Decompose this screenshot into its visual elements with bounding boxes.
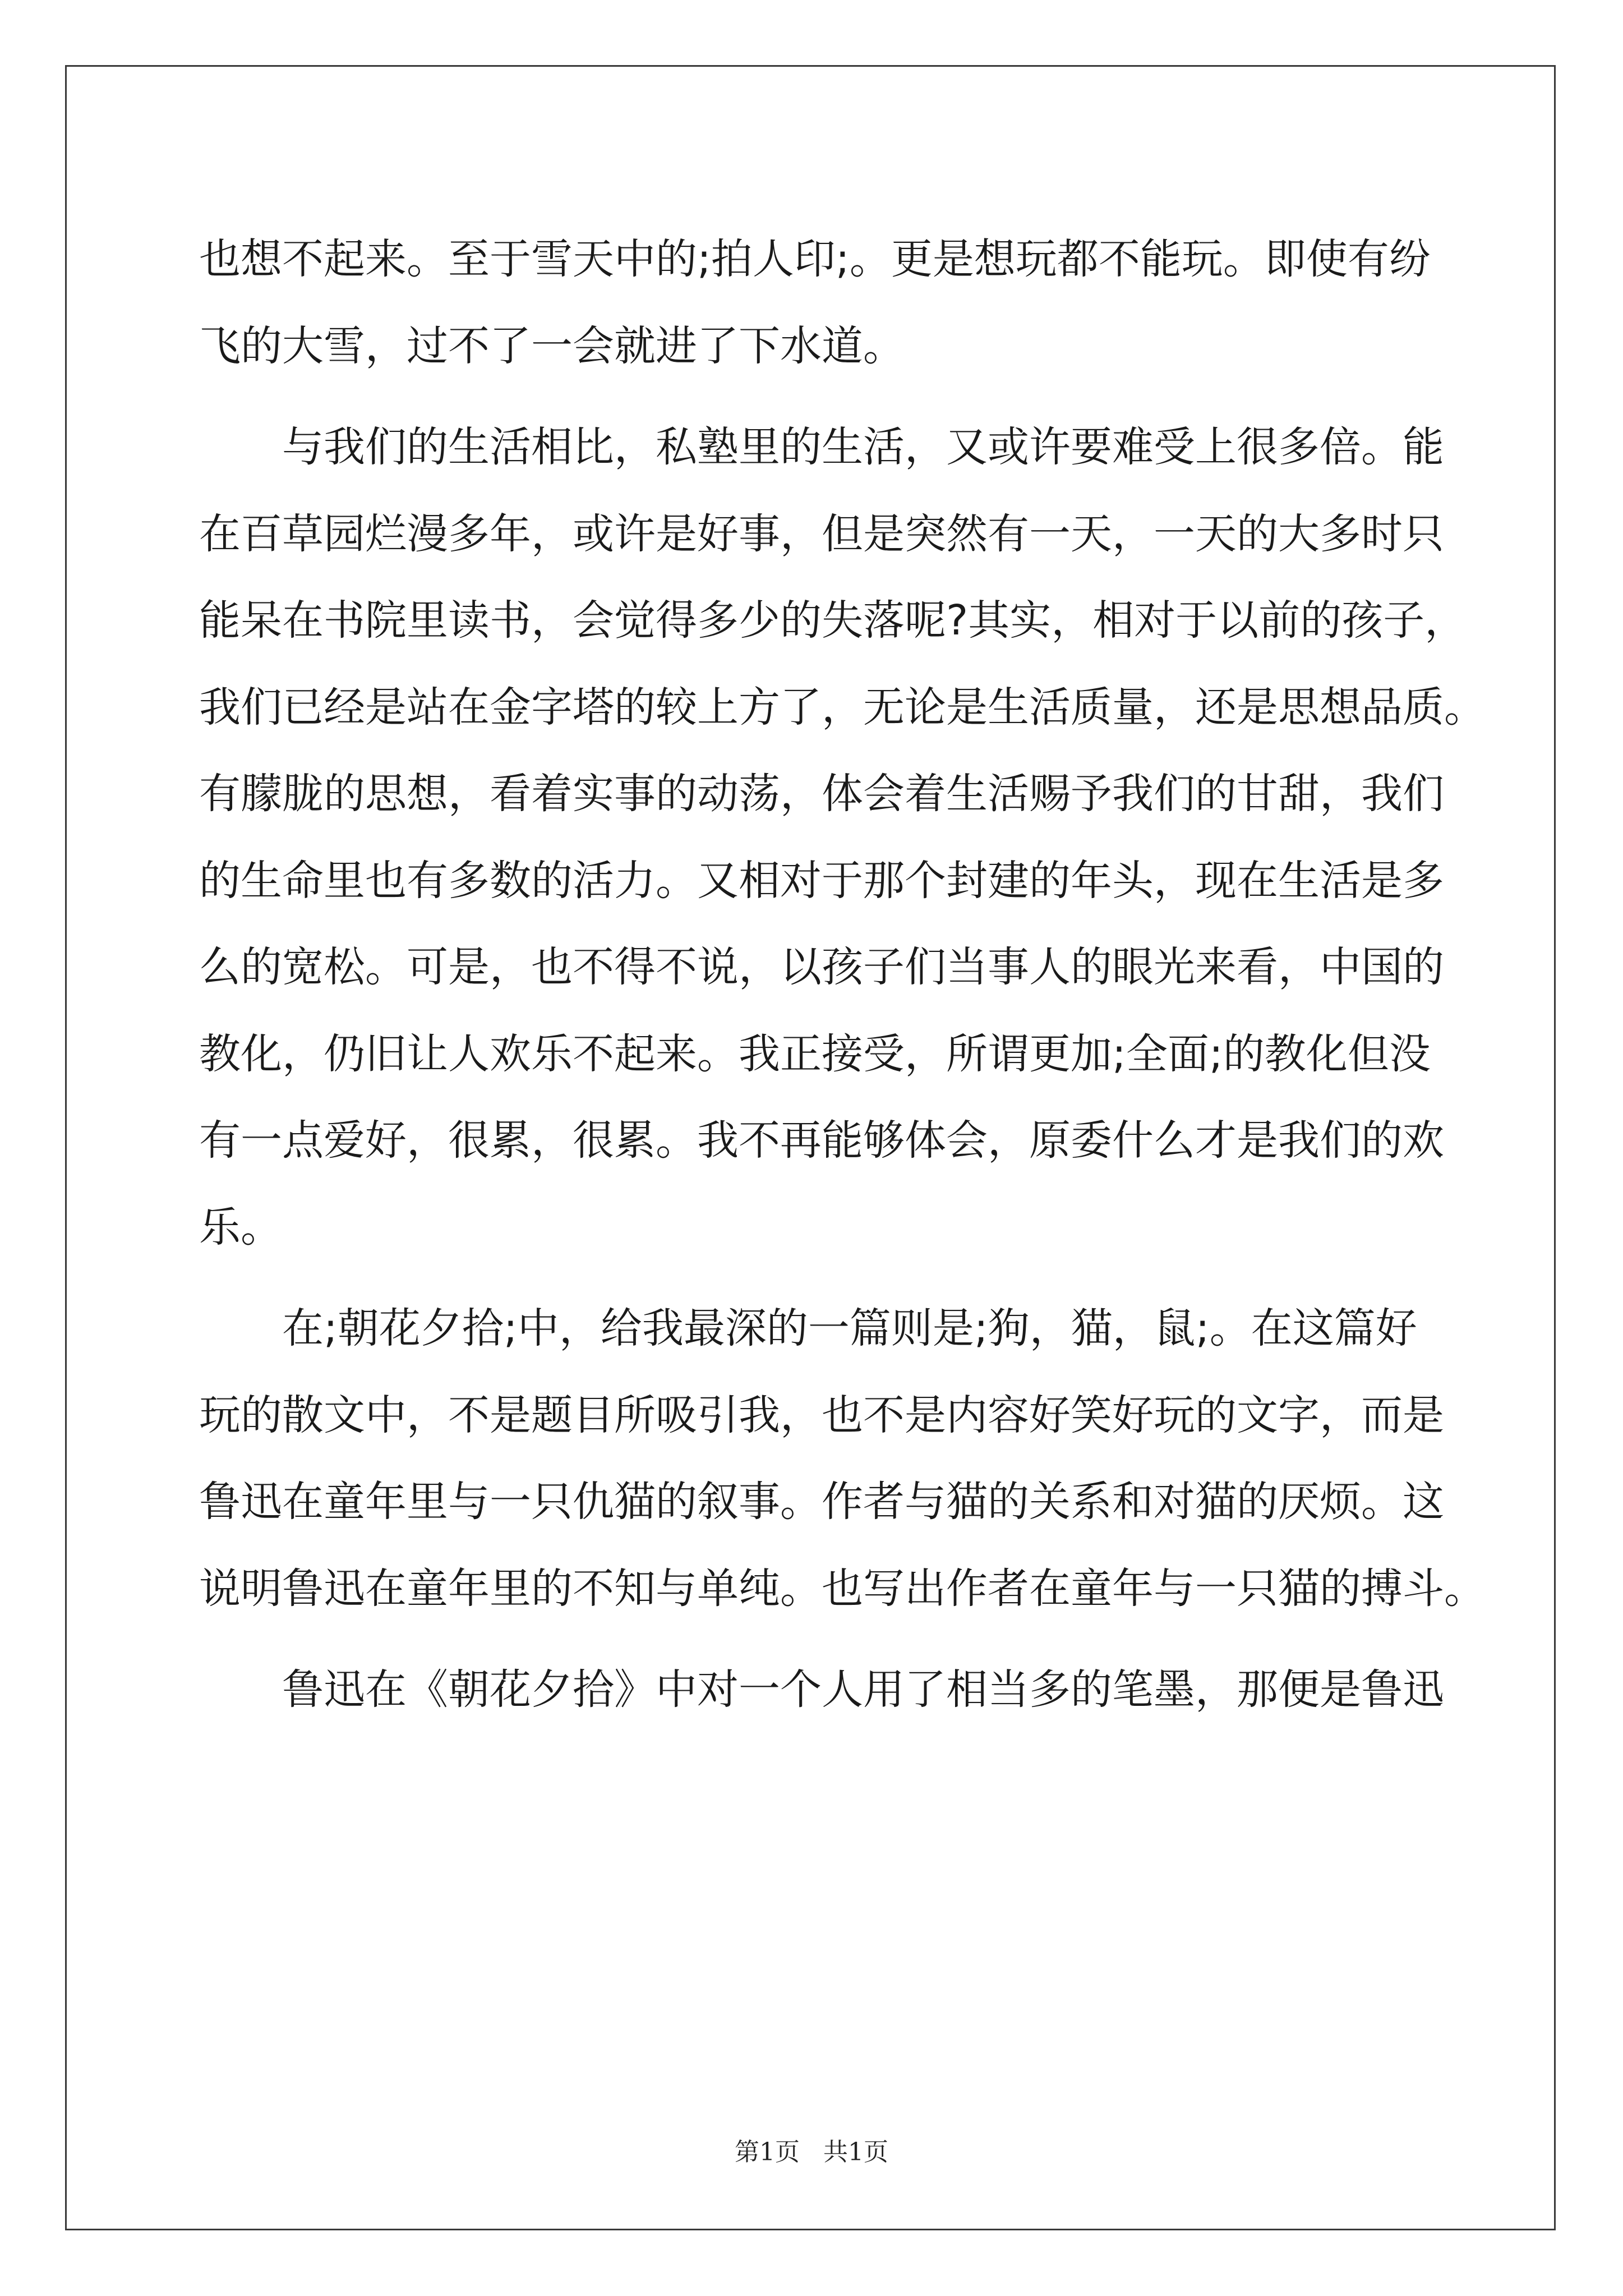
paragraph-gap xyxy=(199,1271,1455,1285)
paragraph-gap xyxy=(199,1632,1455,1646)
text-line: 鲁迅在童年里与一只仇猫的叙事。作者与猫的关系和对猫的厌烦。这 xyxy=(199,1478,1444,1526)
text-line: 说明鲁迅在童年里的不知与单纯。也写出作者在童年与一只猫的搏斗。 xyxy=(199,1564,1486,1613)
text-line: 在;朝花夕拾;中，给我最深的一篇则是;狗，猫，鼠;。在这篇好 xyxy=(282,1304,1417,1352)
text-line: 乐。 xyxy=(199,1203,282,1251)
text-line: 有一点爱好，很累，很累。我不再能够体会，原委什么才是我们的欢 xyxy=(199,1116,1444,1165)
paragraph xyxy=(199,404,1486,1271)
text-line: 与我们的生活相比，私塾里的生活，又或许要难受上很多倍。能 xyxy=(282,423,1444,471)
text-line: 在百草园烂漫多年，或许是好事，但是突然有一天，一天的大多时只 xyxy=(199,509,1444,558)
page-footer xyxy=(0,2132,1623,2168)
text-line: 飞的大雪，过不了一会就进了下水道。 xyxy=(199,321,905,370)
paragraph xyxy=(199,1646,1455,1733)
page-total: 共1页 xyxy=(823,2138,888,2166)
text-line: 有朦胧的思想，看着实事的动荡，体会着生活赐予我们的甘甜，我们 xyxy=(199,770,1444,818)
paragraph-gap xyxy=(199,389,1455,404)
text-line: 玩的散文中，不是题目所吸引我，也不是内容好笑好玩的文字，而是 xyxy=(199,1391,1444,1439)
text-line: 教化，仍旧让人欢乐不起来。我正接受，所谓更加;全面;的教化但没 xyxy=(199,1029,1431,1078)
text-line: 鲁迅在《朝花夕拾》中对一个人用了相当多的笔墨，那便是鲁迅 xyxy=(282,1665,1444,1714)
text-line: 能呆在书院里读书，会觉得多少的失落呢?其实，相对于以前的孩子， xyxy=(199,596,1467,645)
paragraph xyxy=(199,1285,1486,1632)
paragraph xyxy=(199,216,1455,389)
page-number: 第1页 xyxy=(735,2138,800,2166)
text-line: 么的宽松。可是，也不得不说，以孩子们当事人的眼光来看，中国的 xyxy=(199,943,1444,991)
text-line: 我们已经是站在金字塔的较上方了，无论是生活质量，还是思想品质。 xyxy=(199,683,1486,731)
document-body xyxy=(199,216,1486,1733)
text-line: 的生命里也有多数的活力。又相对于那个封建的年头，现在生活是多 xyxy=(199,856,1444,905)
text-line: 也想不起来。至于雪天中的;拍人印;。更是想玩都不能玩。即使有纷 xyxy=(199,235,1431,283)
